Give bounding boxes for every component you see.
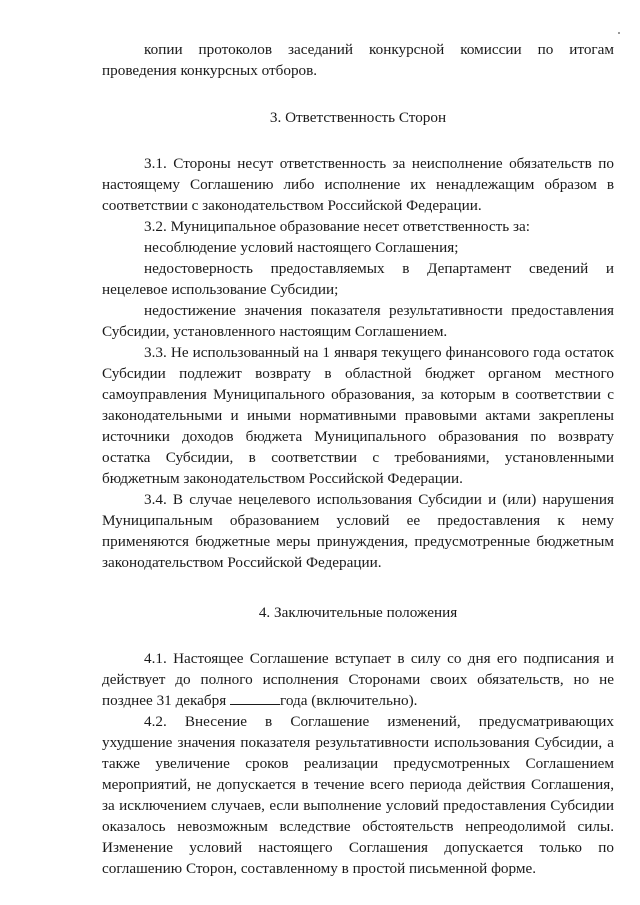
paragraph-4-1 [102,648,614,711]
paragraph-3-2-item-a: несоблюдение условий настоящего Соглашения; [144,239,459,256]
document-body [102,39,614,879]
intro-paragraph: копии протоколов заседаний конкурсной комиссии по итогам проведения конкурсных отборов. [102,41,614,79]
paragraph-3-3: 3.3. Не использованный на 1 января текущего финансового года остаток Субсидии подлежит возврату в областной бюджет органом местного самоуправления Муниципального образования, за которым в соответствии с законодательными и иными нормативными правовыми актами закреплены источники доходов бюджета Муниципального образования по возврату остатка Субсидии, в соответствии с требованиями, установленными бюджетным законодательством Российской Федерации. [102,344,614,487]
paragraph-3-4: 3.4. В случае нецелевого использования Субсидии и (или) нарушения Муниципальным образованием условий ее предоставления к нему применяются бюджетные меры принуждения, предусмотренные бюджетным законодательством Российской Федерации. [102,491,614,571]
paragraph-3-2: 3.2. Муниципальное образование несет ответственность за: [144,218,530,235]
paragraph-4-1-text-end: года (включительно). [280,692,418,709]
section-4-heading: 4. Заключительные положения [258,604,458,621]
paragraph-4-2: 4.2. Внесение в Соглашение изменений, предусматривающих ухудшение значения показателя результативности использования Субсидии, а также увеличение сроков реализации предусмотренных Соглашением мероприятий, не допускается в течение всего периода действия Соглашения, за исключением случаев, если выполнение условий предоставления Субсидии оказалось невозможным вследствие обстоятельств непреодолимой силы. Изменение условий настоящего Соглашения допускается только по соглашению Сторон, составленному в простой письменной форме. [102,713,614,877]
paragraph-3-1: 3.1. Стороны несут ответственность за неисполнение обязательств по настоящему Соглашению либо исполнение их ненадлежащим образом в соответствии с законодательством Российской Федерации. [102,155,614,214]
paragraph-3-2-item-b: недостоверность предоставляемых в Департамент сведений и нецелевое использование Субсидии; [102,260,614,298]
scan-speck [618,32,620,34]
section-3-heading: 3. Ответственность Сторон [269,109,447,126]
paragraph-3-2-item-c: недостижение значения показателя результативности предоставления Субсидии, установленного настоящим Соглашением. [102,302,614,340]
year-blank-field [230,690,280,705]
paragraph-4-1-text-start: 4.1. Настоящее Соглашение вступает в силу со дня его подписания и действует до полного исполнения Сторонами своих обязательств, но не позднее 31 декабря [102,650,614,709]
